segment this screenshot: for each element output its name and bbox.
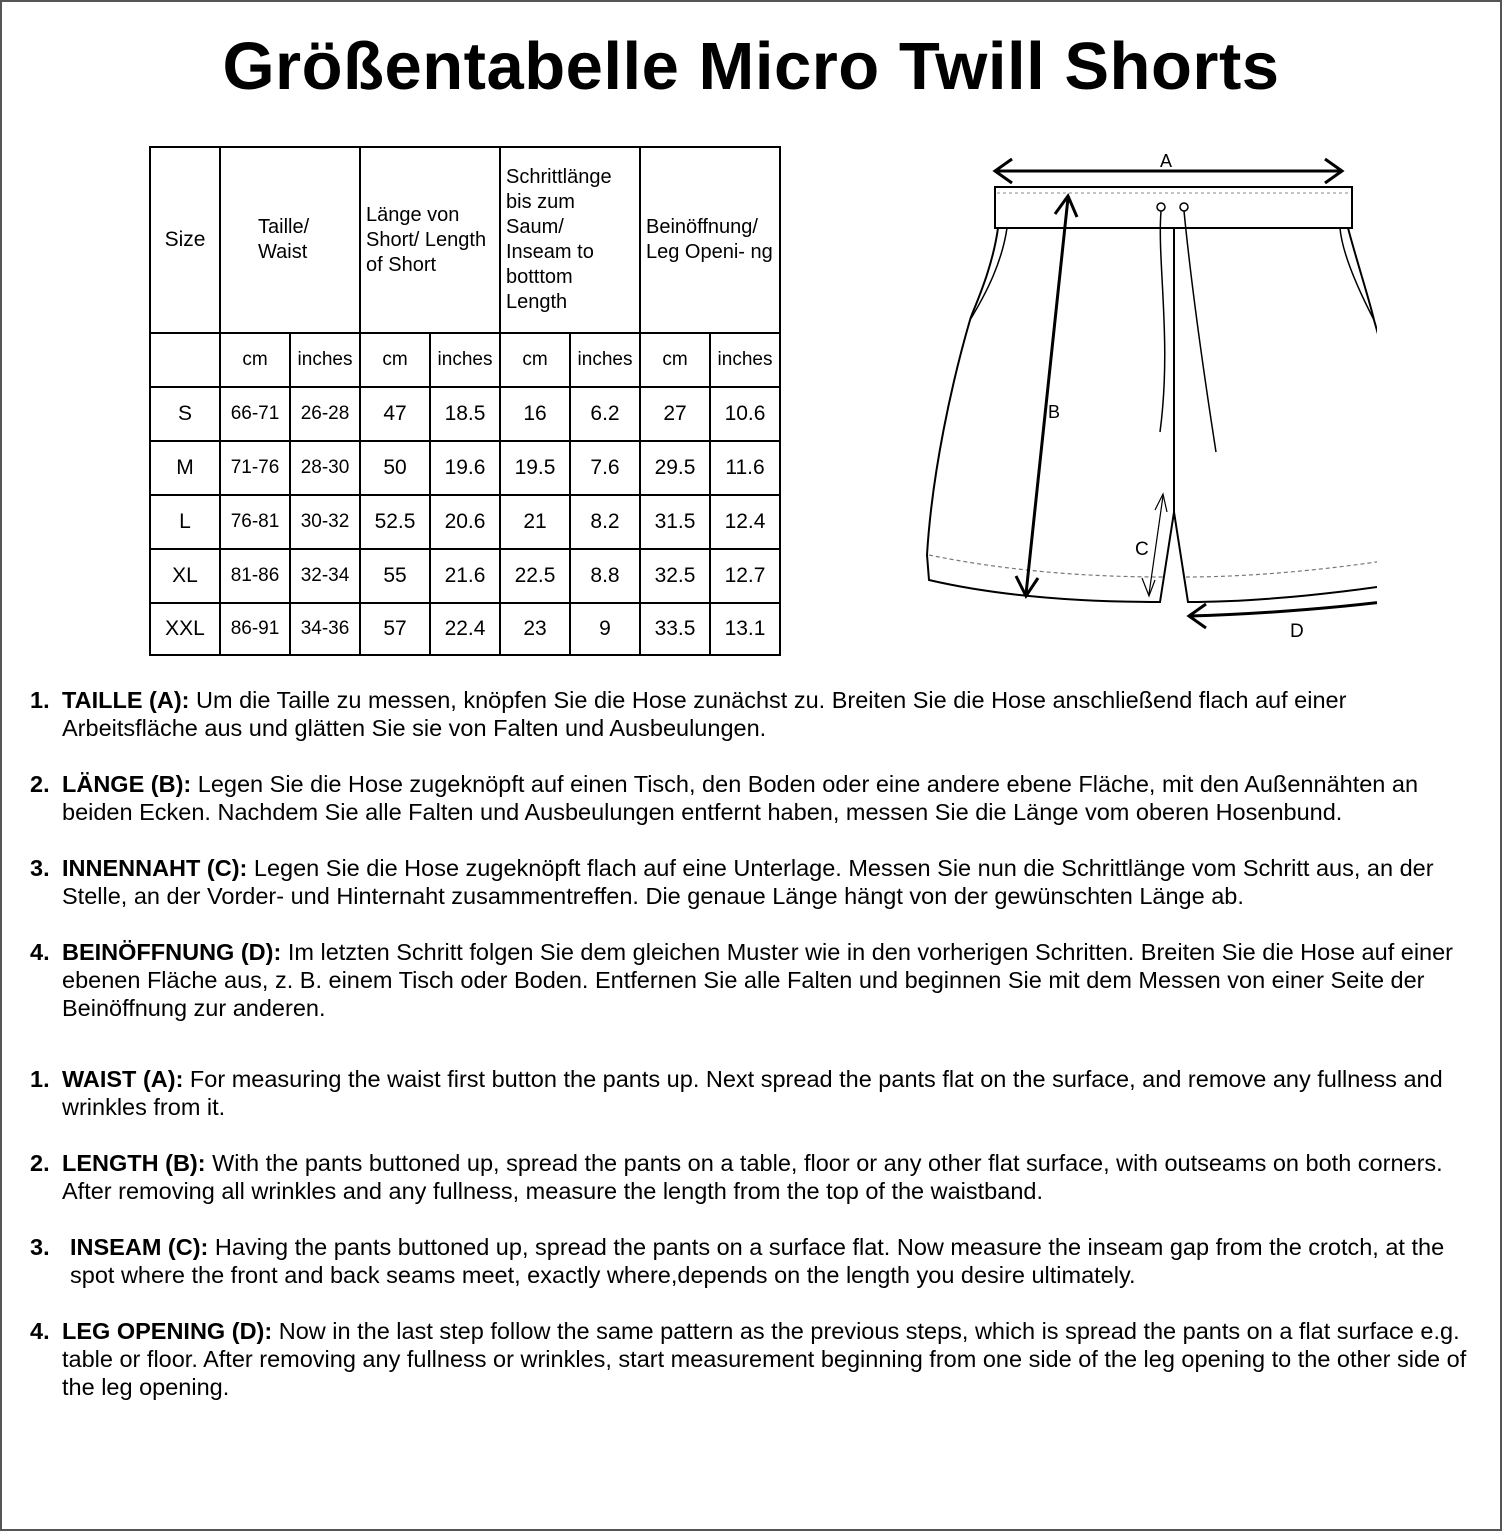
instruction-number: 4. xyxy=(30,1318,50,1344)
leg-cm-cell: 27 xyxy=(640,387,710,441)
instruction-label: BEINÖFFNUNG (D): xyxy=(62,939,282,965)
instruction-number: 1. xyxy=(30,687,50,713)
instruction-number: 3. xyxy=(30,855,50,881)
header-size: Size xyxy=(150,147,220,333)
instruction-label: WAIST (A): xyxy=(62,1066,184,1092)
button-icon xyxy=(1157,203,1165,211)
measure-arrow-b xyxy=(1026,198,1068,594)
label-b: B xyxy=(1048,402,1061,422)
header-waist xyxy=(220,147,360,333)
instruction-label: INNENNAHT (C): xyxy=(62,855,248,881)
shorts-diagram xyxy=(907,142,1377,652)
header-waist-text: Taille/ Waist xyxy=(258,216,310,263)
unit-cm: cm xyxy=(500,333,570,387)
instruction-en-length xyxy=(30,1149,1480,1205)
inseam-in-cell: 8.8 xyxy=(570,549,640,603)
unit-cm: cm xyxy=(640,333,710,387)
instruction-label: INSEAM (C): xyxy=(70,1234,209,1260)
inseam-cm-cell: 16 xyxy=(500,387,570,441)
instruction-text: With the pants buttoned up, spread the pants on a table, floor or any other flat surface, with outseams on both corners. After removing all wrinkles and any fullness, measure the length from the top of the waistband. xyxy=(62,1150,1443,1204)
waist-in-cell: 28-30 xyxy=(290,441,360,495)
instruction-text: Now in the last step follow the same pattern as the previous steps, which is spread the pants on a flat surface e.g. table or floor. After removing any fullness or wrinkles, start measurement beginning from one side of the leg opening to the other side of the leg opening. xyxy=(62,1318,1467,1400)
label-d: D xyxy=(1290,621,1304,642)
instruction-label: LEG OPENING (D): xyxy=(62,1318,273,1344)
header-leg-opening: Beinöffnung/ Leg Openi- ng xyxy=(640,147,780,333)
waist-cm-cell: 76-81 xyxy=(220,495,290,549)
measure-arrow-c xyxy=(1149,496,1163,594)
instruction-text: Legen Sie die Hose zugeknöpft auf einen Tisch, den Boden oder eine andere ebene Fläche, mit den Außennähten an beiden Ecken. Nachdem Sie alle Falten und Ausbeulungen entfernt haben, messen Sie die Länge vom oberen Hosenbund. xyxy=(62,771,1419,825)
instruction-label: LENGTH (B): xyxy=(62,1150,206,1176)
drawstring xyxy=(1160,211,1165,432)
header-inseam: Schrittlänge bis zum Saum/ Inseam to botttom Length xyxy=(500,147,640,333)
table-row xyxy=(150,441,780,495)
waist-cm-cell: 71-76 xyxy=(220,441,290,495)
leg-in-cell: 13.1 xyxy=(710,603,780,655)
waist-in-cell: 30-32 xyxy=(290,495,360,549)
size-table xyxy=(149,146,781,656)
unit-inches: inches xyxy=(290,333,360,387)
inseam-in-cell: 6.2 xyxy=(570,387,640,441)
leg-in-cell: 12.4 xyxy=(710,495,780,549)
leg-cm-cell: 32.5 xyxy=(640,549,710,603)
waist-cm-cell: 86-91 xyxy=(220,603,290,655)
instruction-number: 1. xyxy=(30,1066,50,1092)
waist-in-cell: 32-34 xyxy=(290,549,360,603)
instruction-number: 3. xyxy=(30,1234,50,1260)
hem-stitch-left xyxy=(929,555,1164,577)
instruction-de-length xyxy=(30,770,1480,826)
inseam-in-cell: 8.2 xyxy=(570,495,640,549)
label-c: C xyxy=(1135,539,1149,560)
instruction-number: 2. xyxy=(30,771,50,797)
size-cell: XL xyxy=(150,549,220,603)
inseam-cm-cell: 22.5 xyxy=(500,549,570,603)
size-cell: L xyxy=(150,495,220,549)
hem-stitch-right xyxy=(1186,555,1377,577)
inseam-cm-cell: 23 xyxy=(500,603,570,655)
length-in-cell: 22.4 xyxy=(430,603,500,655)
shorts-outline xyxy=(927,228,1377,602)
inseam-cm-cell: 19.5 xyxy=(500,441,570,495)
table-row xyxy=(150,387,780,441)
waist-in-cell: 34-36 xyxy=(290,603,360,655)
size-cell: S xyxy=(150,387,220,441)
size-cell: XXL xyxy=(150,603,220,655)
leg-in-cell: 12.7 xyxy=(710,549,780,603)
instruction-text: Um die Taille zu messen, knöpfen Sie die Hose zunächst zu. Breiten Sie die Hose anschließend flach auf einer Arbeitsfläche aus und glätten Sie sie von Falten und Ausbeulungen. xyxy=(62,687,1347,741)
table-row xyxy=(150,603,780,655)
unit-inches: inches xyxy=(430,333,500,387)
table-row xyxy=(150,549,780,603)
arrowhead-icon xyxy=(1142,578,1155,596)
instructions xyxy=(30,686,1480,1401)
leg-in-cell: 11.6 xyxy=(710,441,780,495)
instruction-en-leg-opening xyxy=(30,1317,1480,1401)
waist-cm-cell: 66-71 xyxy=(220,387,290,441)
unit-cm: cm xyxy=(360,333,430,387)
unit-inches: inches xyxy=(570,333,640,387)
instruction-number: 4. xyxy=(30,939,50,965)
instruction-number: 2. xyxy=(30,1150,50,1176)
instruction-text: Im letzten Schritt folgen Sie dem gleichen Muster wie in den vorherigen Schritten. Breiten Sie die Hose auf einer ebenen Fläche aus, z. B. einem Tisch oder Boden. Entfernen Sie alle Falten und beginnen Sie mit dem Messen von einer Seite der Beinöffnung zur anderen. xyxy=(62,939,1454,1021)
inseam-in-cell: 7.6 xyxy=(570,441,640,495)
leg-cm-cell: 31.5 xyxy=(640,495,710,549)
measure-arrow-d xyxy=(1190,597,1377,616)
drawstring xyxy=(1184,211,1216,452)
length-cm-cell: 50 xyxy=(360,441,430,495)
instruction-en-inseam xyxy=(30,1233,1480,1289)
instruction-text: For measuring the waist first button the pants up. Next spread the pants flat on the surface, and remove any fullness and wrinkles from it. xyxy=(62,1066,1443,1120)
leg-cm-cell: 33.5 xyxy=(640,603,710,655)
length-in-cell: 21.6 xyxy=(430,549,500,603)
length-cm-cell: 57 xyxy=(360,603,430,655)
leg-in-cell: 10.6 xyxy=(710,387,780,441)
instruction-de-leg-opening xyxy=(30,938,1480,1022)
unit-inches: inches xyxy=(710,333,780,387)
size-cell: M xyxy=(150,441,220,495)
table-row xyxy=(150,495,780,549)
label-a: A xyxy=(1160,151,1173,171)
instruction-en-waist xyxy=(30,1065,1480,1121)
instruction-text: Having the pants buttoned up, spread the pants on a surface flat. Now measure the inseam gap from the crotch, at the spot where the front and back seams meet, exactly where,depends on the length you desire ultimately. xyxy=(70,1234,1445,1288)
waist-cm-cell: 81-86 xyxy=(220,549,290,603)
length-in-cell: 19.6 xyxy=(430,441,500,495)
button-icon xyxy=(1180,203,1188,211)
leg-cm-cell: 29.5 xyxy=(640,441,710,495)
length-in-cell: 20.6 xyxy=(430,495,500,549)
inseam-in-cell: 9 xyxy=(570,603,640,655)
instruction-de-inseam xyxy=(30,854,1480,910)
unit-cm: cm xyxy=(220,333,290,387)
length-cm-cell: 55 xyxy=(360,549,430,603)
instruction-de-waist xyxy=(30,686,1480,742)
table-units-row xyxy=(150,333,780,387)
units-empty-cell xyxy=(150,333,220,387)
length-in-cell: 18.5 xyxy=(430,387,500,441)
length-cm-cell: 52.5 xyxy=(360,495,430,549)
waist-in-cell: 26-28 xyxy=(290,387,360,441)
right-pocket xyxy=(1340,228,1374,320)
table-header-row xyxy=(150,147,780,333)
header-length: Länge von Short/ Length of Short xyxy=(360,147,500,333)
page-title: Größentabelle Micro Twill Shorts xyxy=(222,29,1280,104)
instruction-label: LÄNGE (B): xyxy=(62,771,192,797)
instruction-text: Legen Sie die Hose zugeknöpft flach auf eine Unterlage. Messen Sie nun die Schrittlänge vom Schritt aus, an der Stelle, an der Vorder- und Hinternaht zusammentreffen. Die genaue Länge hängt von der gewünschten Länge ab. xyxy=(62,855,1434,909)
inseam-cm-cell: 21 xyxy=(500,495,570,549)
instruction-label: TAILLE (A): xyxy=(62,687,190,713)
length-cm-cell: 47 xyxy=(360,387,430,441)
